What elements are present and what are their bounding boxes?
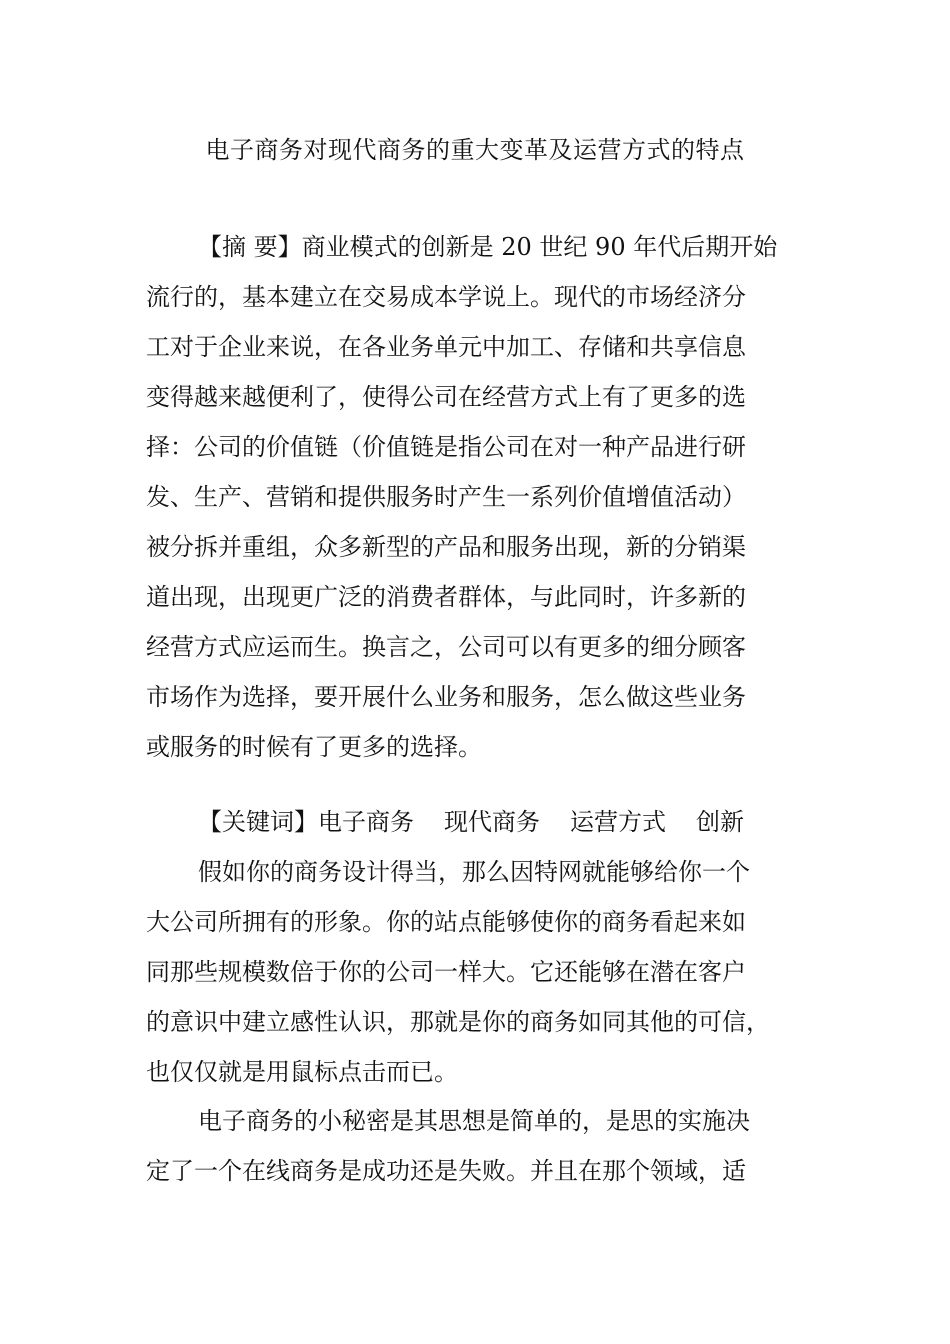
paragraph-line: 的意识中建立感性认识，那就是你的商务如同其他的可信， [146,1008,770,1036]
keyword-item: 电子商务 [318,808,414,836]
paragraph-line: 电子商务的小秘密是其思想是简单的，是思的实施决 [198,1107,750,1135]
abstract-section [146,222,796,772]
abstract-line: 经营方式应运而生。换言之，公司可以有更多的细分顾客 [146,633,746,661]
body-paragraph [146,1096,796,1196]
keyword-item: 创新 [696,808,744,836]
abstract-line: 流行的，基本建立在交易成本学说上。现代的市场经济分 [146,283,746,311]
abstract-line: 被分拆并重组，众多新型的产品和服务出现，新的分销渠 [146,533,746,561]
keywords-section [146,797,796,847]
abstract-line: 变得越来越便利了，使得公司在经营方式上有了更多的选 [146,383,746,411]
paragraph-line: 也仅仅就是用鼠标点击而已。 [146,1058,458,1086]
paragraph-line: 定了一个在线商务是成功还是失败。并且在那个领域，适 [146,1157,746,1185]
abstract-line: 道出现，出现更广泛的消费者群体，与此同时，许多新的 [146,583,746,611]
paragraph-line: 同那些规模数倍于你的公司一样大。它还能够在潜在客户 [146,958,746,986]
abstract-line: 择：公司的价值链（价值链是指公司在对一种产品进行研 [146,433,746,461]
abstract-line: 或服务的时候有了更多的选择。 [146,733,482,761]
paragraph-line: 大公司所拥有的形象。你的站点能够使你的商务看起来如 [146,908,746,936]
paragraph-line: 假如你的商务设计得当，那么因特网就能够给你一个 [198,858,750,886]
abstract-line: 发、生产、营销和提供服务时产生一系列价值增值活动） [146,483,746,511]
keywords-line [146,797,796,847]
keyword-item: 运营方式 [570,808,666,836]
document-title: 电子商务对现代商务的重大变革及运营方式的特点 [205,136,745,164]
keywords-label: 【关键词】 [198,808,318,836]
abstract-line: 【摘 要】商业模式的创新是 20 世纪 90 年代后期开始 [198,233,778,261]
abstract-line: 工对于企业来说，在各业务单元中加工、存储和共享信息 [146,333,746,361]
keyword-item: 现代商务 [444,808,540,836]
abstract-line: 市场作为选择，要开展什么业务和服务，怎么做这些业务 [146,683,746,711]
body-paragraph [146,847,796,1097]
